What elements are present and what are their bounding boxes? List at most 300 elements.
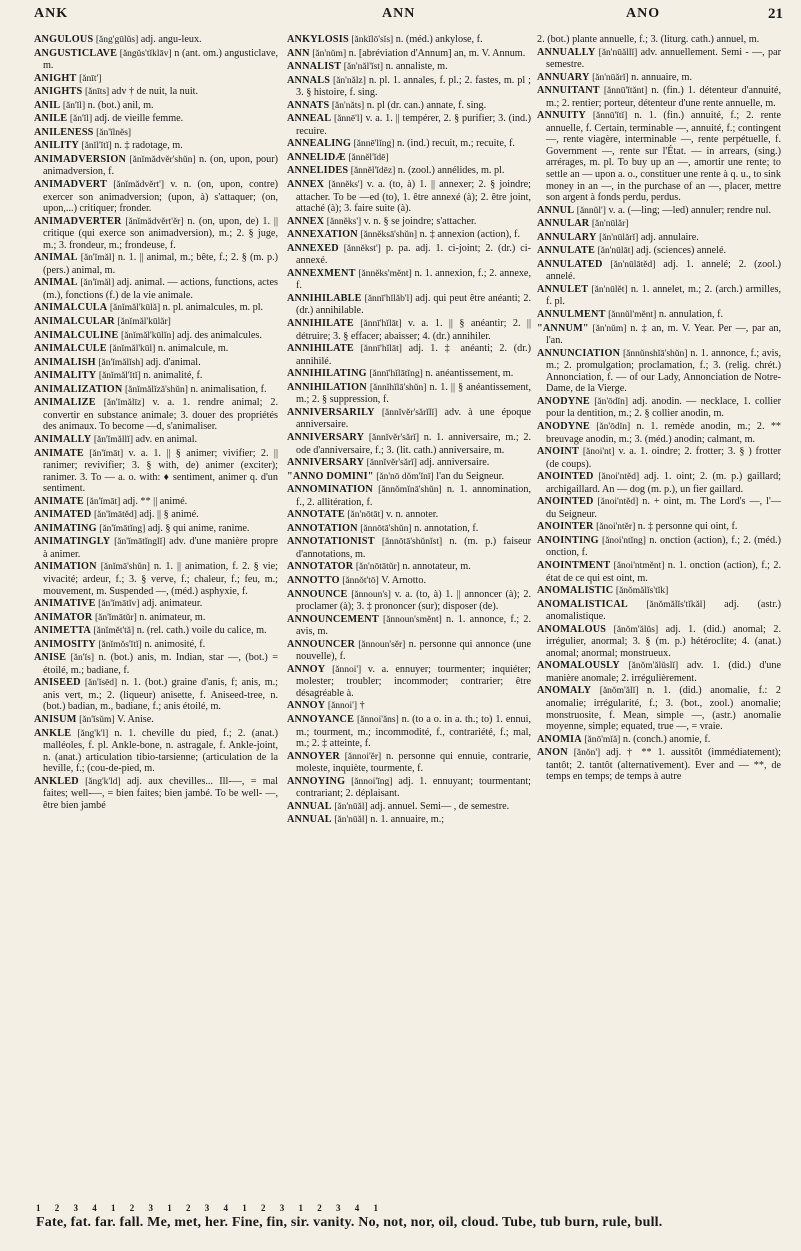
dictionary-entry xyxy=(287,48,531,61)
dictionary-entry xyxy=(34,127,278,140)
entry-headword: ANNULET xyxy=(537,283,589,295)
entry-headword: ANNOTTO xyxy=(287,574,340,586)
entry-definition: n. (ind.) recuit, m.; recuite, f. xyxy=(396,138,515,150)
entry-headword: ANNOYER xyxy=(287,750,340,762)
entry-pronunciation: [ănnī'hĭlātĭng] xyxy=(369,369,423,380)
entry-headword: ANNUL xyxy=(537,204,575,216)
dictionary-entry xyxy=(34,625,278,638)
entry-headword: ANOINTMENT xyxy=(537,559,611,571)
entry-definition: adj. 1. annelé; 2. (zool.) annelé. xyxy=(546,258,781,283)
entry-headword: ANOMIA xyxy=(537,733,582,745)
entry-pronunciation: [ănĭmăl'kūlă] xyxy=(109,303,161,314)
entry-pronunciation: [ăn'ĭmăl] xyxy=(80,278,115,289)
entry-definition: n. animalcule, m. xyxy=(157,343,229,355)
entry-headword: ANNIHILATE xyxy=(287,318,354,330)
entry-pronunciation: [ănoi'nt] xyxy=(582,447,615,458)
entry-pronunciation: [ănŏmălĭs'tĭkăl] xyxy=(646,599,706,610)
dictionary-entry xyxy=(287,243,531,267)
entry-headword: ANISUM xyxy=(34,713,77,725)
entry-pronunciation: [ănnĭvĕr'sărĭlĭ] xyxy=(381,407,438,418)
entry-pronunciation: [ăn'nūlāt] xyxy=(597,246,634,257)
entry-pronunciation: [ăn'ĭl] xyxy=(69,114,93,125)
dictionary-entry xyxy=(34,370,278,383)
dictionary-entry xyxy=(34,154,278,178)
entry-definition: v. a. 1. rendre animal; 2. convertir en substance animale; 3. douer des propriétés des animaux. To become —d, s'animaliser. xyxy=(43,397,278,433)
entry-definition: v. a. (—ling; —led) annuler; rendre nul. xyxy=(608,204,772,216)
dictionary-entry xyxy=(287,113,531,137)
dictionary-entry xyxy=(34,776,278,812)
entry-definition: n. 1. anniversaire, m.; 2. ode d'anniversaire, f.; 3. (lit. cath.) anniversaire, m. xyxy=(296,431,531,456)
entry-definition: adj. des animalcules. xyxy=(177,329,262,341)
entry-pronunciation: [ăn'ĭmātĭnglĭ] xyxy=(114,537,166,548)
entry-definition: n. annotateur, m. xyxy=(402,561,471,573)
entry-pronunciation: [ăngŭs'tĭklāv] xyxy=(119,48,172,59)
entry-headword: ANKLE xyxy=(34,727,72,739)
entry-definition: adv. à une époque anniversaire. xyxy=(296,406,531,431)
entry-pronunciation: [ănnoun'smĕnt] xyxy=(383,614,442,625)
entry-headword: ANNOTATION xyxy=(287,522,358,534)
entry-pronunciation: [ăn'ĭmălīz] xyxy=(103,398,145,409)
dictionary-entry xyxy=(287,457,531,470)
dictionary-entry xyxy=(287,614,531,638)
entry-pronunciation: [ănŏm'ălŭslĭ] xyxy=(628,661,679,672)
entry-pronunciation: [ăn'ĭlnĕs] xyxy=(96,127,132,138)
dictionary-entry xyxy=(34,714,278,727)
dictionary-entry xyxy=(34,561,278,597)
entry-pronunciation: [ăn'ĭmātĭv] xyxy=(98,599,140,610)
entry-pronunciation: [ăn'ĭmāt] xyxy=(86,496,121,507)
entry-headword: ANNELIDÆ xyxy=(287,151,346,163)
entry-pronunciation: [ăn'nŭm] xyxy=(592,323,627,334)
entry-pronunciation: [ănnī'hĭlāt] xyxy=(360,344,402,355)
dictionary-entry xyxy=(537,471,781,495)
entry-definition: v. n. (on, upon, contre) exercer son animadversion; (upon, à) s'attaquer; (on, upon,...) critiquer; fronder. xyxy=(43,179,278,215)
entry-pronunciation: [ăn'nūlĕt] xyxy=(591,284,628,295)
entry-pronunciation: [ăng'gūlŭs] xyxy=(95,35,139,45)
dictionary-entry xyxy=(287,343,531,367)
entry-definition: n. (fin.) 1. détenteur d'annuité, m.; 2. rentier; porteur, détenteur d'une rente annuelle, m. xyxy=(546,85,781,109)
key-numbers: 1 2 3 4 1 2 3 1 2 3 4 1 2 3 1 2 3 4 1 xyxy=(36,1203,384,1213)
entry-pronunciation: [ănnoi'] xyxy=(327,701,358,712)
dictionary-entry xyxy=(287,575,531,588)
entry-headword: ANOINTED xyxy=(537,471,594,483)
entry-definition: v. a. (to, à) 1. || annexer; 2. § joindre; attacher. To be —ed (to), 1. être annexé (à); 2. être joint, attaché (à); 3. faire suite (à). xyxy=(296,179,531,215)
dictionary-entry xyxy=(537,218,781,231)
entry-definition: n. (to a o. in a. th.; to) 1. ennui, m.; tourment, m.; incommodité, f., contrariété, f.; mal, m.; 2. ‡ atteinte, f. xyxy=(296,713,531,750)
entry-pronunciation: [ăn'nōtāt] xyxy=(347,510,384,521)
dictionary-entry xyxy=(34,728,278,775)
entry-definition: n. annuaire, m. xyxy=(631,71,692,83)
dictionary-entry xyxy=(34,639,278,652)
entry-pronunciation: [ănĭmā'shŭn] xyxy=(100,562,150,573)
entry-definition: n. 1. remède anodin, m.; 2. ** breuvage anodin, m.; 3. (méd.) anodin; calmant, m. xyxy=(546,420,781,445)
entry-pronunciation: [ănnĕl'ĭdēz] xyxy=(350,166,396,177)
entry-pronunciation: [ăn'ĭmălĭsh] xyxy=(98,357,144,368)
entry-definition: n. personne qui ennuie, contrarie, moleste, inquiète, tourmente, f. xyxy=(296,750,531,775)
entry-pronunciation: [ăn'nălz] xyxy=(333,75,366,86)
dictionary-entry xyxy=(287,700,531,713)
entry-pronunciation: [ăn'ĭsēd] xyxy=(84,678,118,689)
entry-pronunciation: [ănĭmăl'kūl] xyxy=(109,344,156,355)
dictionary-entry xyxy=(287,179,531,215)
entry-headword: ANIMADVERT xyxy=(34,179,107,191)
entry-headword: ANNULATED xyxy=(537,258,603,270)
entry-pronunciation: [ănnĕks'] xyxy=(328,180,363,191)
dictionary-entry xyxy=(34,316,278,329)
entry-headword: "ANNO DOMINI" xyxy=(287,470,374,482)
entry-definition: n. 1. onction (action), f.; 2. état de ce qui est oint, m. xyxy=(546,559,781,584)
entry-headword: ANNULATE xyxy=(537,245,596,257)
dictionary-entry xyxy=(287,814,531,827)
dictionary-entry xyxy=(537,34,781,46)
dictionary-entry xyxy=(287,293,531,317)
entry-pronunciation: [ăn'ĭmăllĭ] xyxy=(93,434,133,445)
dictionary-entry xyxy=(537,535,781,559)
entry-definition: n. (on, upon, de) 1. || critique (qui exerce son animadversion), m.; 2. § juge, m.; 3. frondeur, m.; frondeuse, f. xyxy=(43,215,278,251)
entry-pronunciation: [ăn'nūlātĕd] xyxy=(610,259,656,270)
entry-pronunciation: [ănnoi'] xyxy=(332,664,362,675)
dictionary-entry xyxy=(34,496,278,509)
entry-headword: ANNEX xyxy=(287,179,325,191)
entry-headword: ANISE xyxy=(34,652,67,664)
dictionary-entry xyxy=(287,536,531,560)
entry-definition: adj. (sciences) annelé. xyxy=(636,245,727,257)
entry-headword: ANNEAL xyxy=(287,113,332,125)
dictionary-entry xyxy=(34,448,278,495)
dictionary-entry xyxy=(34,509,278,522)
dictionary-entry xyxy=(537,421,781,445)
entry-pronunciation: [ăn'nūăl] xyxy=(334,801,368,812)
entry-pronunciation: [ănō'mĭă] xyxy=(584,734,621,745)
dictionary-entry xyxy=(287,152,531,165)
dictionary-entry xyxy=(287,318,531,342)
entry-headword: ANIMALCULE xyxy=(34,343,107,355)
entry-pronunciation: [ănĭmădvĕrt'ĕr] xyxy=(125,216,184,227)
dictionary-entry xyxy=(537,446,781,470)
entry-headword: ANNEXMENT xyxy=(287,267,356,279)
entry-pronunciation: [ănnĕksā'shŭn] xyxy=(360,230,418,241)
entry-headword: ANOINTING xyxy=(537,534,599,546)
dictionary-entry xyxy=(34,252,278,276)
entry-pronunciation: [ănnoi'ăns] xyxy=(356,714,399,725)
dictionary-entry xyxy=(537,396,781,420)
page-header xyxy=(0,0,801,30)
entry-headword: ANIMAL xyxy=(34,277,78,289)
entry-pronunciation: [ănnĕks'] xyxy=(326,216,362,227)
entry-definition: n. (méd.) ankylose, f. xyxy=(395,34,483,45)
dictionary-entry xyxy=(287,714,531,750)
column-1 xyxy=(34,34,278,1192)
entry-definition: n. 1. annomination, f., 2. allitération, f. xyxy=(296,484,531,508)
entry-headword: ANNEX xyxy=(287,215,325,227)
entry-definition: l'an du Seigneur. xyxy=(436,470,505,482)
entry-definition: adj. angu-leux. xyxy=(140,34,202,45)
entry-definition: adv. 1. (did.) d'une manière anomale; 2. irrégulièrement. xyxy=(546,660,781,684)
entry-definition: adj. ** || animé. xyxy=(122,495,188,507)
entry-pronunciation: [ănnŏt'tō] xyxy=(342,575,379,586)
entry-pronunciation: [ăn'năl'ĭst] xyxy=(343,62,384,73)
dictionary-entry xyxy=(537,259,781,283)
entry-headword: ANNOUNCEMENT xyxy=(287,613,379,625)
entry-pronunciation: [ănoi'ntĕr] xyxy=(596,522,636,533)
dictionary-entry xyxy=(537,747,781,783)
entry-definition: n. animateur, m. xyxy=(139,611,206,623)
entry-headword: ANIMOSITY xyxy=(34,638,96,650)
entry-pronunciation: [ănnŏmĭnā'shŭn] xyxy=(378,485,442,496)
entry-pronunciation: [ăn'ĭmātĕd] xyxy=(94,510,137,521)
entry-definition: adv. annuellement. Semi - —, par semestre. xyxy=(546,46,781,71)
entry-headword: ANNELIDES xyxy=(287,165,349,177)
entry-pronunciation: [ăn'nūlărĭ] xyxy=(599,232,639,243)
entry-pronunciation: [ănŏmălĭs'tĭk] xyxy=(615,586,669,597)
entry-headword: ANNALIST xyxy=(287,61,342,73)
entry-definition: n. animalité, f. xyxy=(143,370,203,382)
entry-headword: ANNUALLY xyxy=(537,46,596,58)
entry-pronunciation: [ănŏn'] xyxy=(573,748,601,759)
entry-headword: ANIMALCULAR xyxy=(34,316,115,328)
dictionary-entry xyxy=(287,75,531,99)
entry-pronunciation: [ănŏm'ălĭ] xyxy=(599,686,639,697)
entry-headword: ANIMAL xyxy=(34,252,78,264)
entry-definition: † xyxy=(359,700,365,712)
entry-headword: ANKLED xyxy=(34,775,79,787)
entry-pronunciation: [ăn'nūărĭ] xyxy=(592,72,629,83)
entry-pronunciation: [ănnī'hĭlăb'l] xyxy=(364,293,413,304)
entry-pronunciation: [ănĭmălĭză'shŭn] xyxy=(125,384,188,395)
entry-pronunciation: [ănnŭl'] xyxy=(576,205,606,216)
dictionary-entry xyxy=(287,523,531,536)
dictionary-entry xyxy=(537,309,781,322)
entry-definition: adj. annulaire. xyxy=(640,231,699,243)
dictionary-entry xyxy=(34,140,278,153)
entry-pronunciation: [ăn'nūăl] xyxy=(334,815,368,826)
entry-headword: ANNOYANCE xyxy=(287,713,355,725)
entry-headword: ANNOMINATION xyxy=(287,484,373,496)
entry-definition: adv † de nuit, la nuit. xyxy=(111,86,199,98)
dictionary-entry xyxy=(537,85,781,109)
dictionary-entry xyxy=(287,776,531,800)
entry-headword: ANNOYING xyxy=(287,775,346,787)
key-words: Fate, fat. far. fall. Me, met, her. Fine, fin, sir. vanity. No, not, nor, oil, cloud. Tube, tub burn, rule, bull. xyxy=(36,1215,663,1230)
entry-definition: n. pl. 1. annales, f. pl.; 2. fastes, m. pl ; 3. § histoire, f. sing. xyxy=(296,74,531,99)
entry-pronunciation: [ănĭmăl'ĭtĭ] xyxy=(98,371,141,382)
entry-headword: ANODYNE xyxy=(537,420,590,432)
entry-definition: adj. † ** 1. aussitôt (immédiatement); tantôt; 2. tantôt (alternativement). Ever and — **, de temps en temps; de temps à autre xyxy=(546,747,781,783)
dictionary-entry xyxy=(287,664,531,700)
dictionary-entry xyxy=(537,496,781,520)
entry-pronunciation: [ăn'ĭmātŭr] xyxy=(94,612,137,623)
entry-pronunciation: [ăn'nūăllĭ] xyxy=(598,47,638,58)
entry-pronunciation: [ănoi'ntĕd] xyxy=(598,472,640,483)
entry-definition: n. (rel. cath.) voile du calice, m. xyxy=(136,625,267,637)
dictionary-entry xyxy=(34,216,278,252)
entry-definition: n. 1. (did.) anomalie, f.: 2 anomalie; irrégularité, f.; 3. (bot., zool.) anomalie; monstruosite, f. Mean, simple —, (astr.) anomalie moyenne, simple; equated, true —, = vraie. xyxy=(546,685,781,733)
dictionary-entry xyxy=(34,73,278,86)
dictionary-entry xyxy=(34,302,278,315)
entry-definition: n. ‡ an, m. V. Year. Per —, par an, l'an. xyxy=(546,322,781,347)
entry-headword: ANIMATION xyxy=(34,561,97,573)
dictionary-entry xyxy=(537,232,781,245)
entry-definition: n. 1. annexion, f.; 2. annexe, f. xyxy=(296,267,531,292)
dictionary-entry xyxy=(34,384,278,397)
entry-definition: n. 1. annonce, f.; avis, m.; 2. promulgation; proclamation, f.; 3. (relig. chrét.) Annonciation, f. — of our Lady, Annonciation de Notre-Dame, de la Vierge. xyxy=(546,347,781,395)
entry-headword: ANNUARY xyxy=(537,71,590,83)
entry-pronunciation: [ănīt'] xyxy=(79,73,102,84)
entry-headword: ANNOTATIONIST xyxy=(287,536,375,548)
entry-definition: n. animalisation, f. xyxy=(190,383,267,395)
entry-pronunciation: [ănnōtā'shŭn] xyxy=(360,523,412,534)
pronunciation-key xyxy=(0,1203,801,1247)
dictionary-entry xyxy=(287,61,531,74)
entry-pronunciation: [ăn'năts] xyxy=(331,100,365,111)
entry-headword: ANNUITANT xyxy=(537,85,600,97)
entry-definition: n. annulation, f. xyxy=(658,309,724,321)
dictionary-entry xyxy=(34,652,278,676)
dictionary-entry xyxy=(287,407,531,431)
entry-headword: ANNIHILATION xyxy=(287,381,367,393)
entry-pronunciation: [ănĭmădvĕrt'] xyxy=(113,180,165,191)
entry-headword: ANIMATIVE xyxy=(34,598,96,610)
entry-definition: n. 1. || animal, m.; bête, f.; 2. § (m. p.) (pers.) animal, m. xyxy=(43,252,278,276)
dictionary-entry xyxy=(287,34,531,47)
entry-headword: ANODYNE xyxy=(537,395,590,407)
entry-pronunciation: [ăn'nō dŏm'ĭnī] xyxy=(376,471,434,482)
entry-pronunciation: [ănnōtā'shŭnĭst] xyxy=(381,537,443,548)
entry-headword: ANNEALING xyxy=(287,138,352,150)
entry-headword: ANNOTATE xyxy=(287,509,345,521)
entry-definition: v. a. 1. || tempérer, 2. § purifier; 3. (ind.) recuire. xyxy=(296,113,531,137)
dictionary-entry xyxy=(287,484,531,508)
dictionary-entry xyxy=(287,589,531,613)
entry-headword: ANOMALISTICAL xyxy=(537,598,628,610)
entry-headword: ANIMATE xyxy=(34,447,84,459)
entry-definition: adj. de vieille femme. xyxy=(94,113,184,125)
entry-definition: V. Arnotto. xyxy=(381,574,427,586)
entry-headword: ANIMATE xyxy=(34,495,84,507)
entry-definition: n. (on, upon, pour) animadversion, f. xyxy=(43,153,278,178)
entry-definition: adj. (astr.) anomalistique. xyxy=(546,598,781,623)
dictionary-entry xyxy=(34,598,278,611)
entry-pronunciation: [ănnoun's] xyxy=(351,589,391,600)
entry-definition: n. (bot.) anis, m. Indian, star —, (bot.) = étoilé, m.; badiane, f. xyxy=(43,652,278,676)
entry-pronunciation: [ănnī'hĭlāt] xyxy=(360,319,402,330)
entry-definition: adj. annuel. Semi— , de semestre. xyxy=(370,800,510,812)
dictionary-entry xyxy=(287,639,531,663)
entry-definition: n. ‡ annexion (action), f. xyxy=(419,229,520,241)
entry-headword: ANIL xyxy=(34,99,61,111)
entry-headword: ANIMATING xyxy=(34,522,97,534)
entry-headword: ANIMALIZE xyxy=(34,397,96,409)
entry-pronunciation: [ănĭl'ĭtĭ] xyxy=(81,141,112,152)
entry-headword: ANIMATINGLY xyxy=(34,536,111,548)
entry-definition: n. 1. || animation, f. 2. § vie; vivacité; ardeur, f.; 3. § verve, f.; chaleur, f.; feu, m.; mouvement, m. Suspended —, (méd.) asphyxie, f. xyxy=(43,561,278,597)
entry-headword: ANNIHILABLE xyxy=(287,292,362,304)
entry-definition: adv. d'une manière propre à animer. xyxy=(43,536,278,560)
entry-definition: n. 1. cheville du pied, f.; 2. (anat.) malléoles, f. pl. Ankle-bone, n. astragale, f. Ankle-joint, n. (anat.) articulation tibio-tarsienne; (articulation de la heville, f.; (cou-de-pied, m. xyxy=(43,727,278,775)
entry-headword: ANGULOUS xyxy=(34,34,94,45)
entry-headword: ANIMATED xyxy=(34,509,92,521)
entry-definition: adj. animal. — actions, functions, actes (m.), fonctions (f.) de la vie animale. xyxy=(43,277,278,301)
dictionary-entry xyxy=(287,138,531,151)
dictionary-entry xyxy=(287,561,531,574)
entry-headword: ANIMALIZATION xyxy=(34,383,123,395)
dictionary-entry xyxy=(34,179,278,215)
entry-definition: n. (bot.) anil, m. xyxy=(87,99,154,111)
dictionary-entry xyxy=(287,368,531,381)
entry-definition: adj. d'animal. xyxy=(145,356,201,368)
entry-headword: ANNALS xyxy=(287,74,331,86)
entry-pronunciation: [ănnĭhĭlā'shŭn] xyxy=(369,382,427,393)
entry-headword: ANOINTER xyxy=(537,521,594,533)
entry-definition: n. [abréviation d'Annum] an, m. V. Annum. xyxy=(348,47,526,59)
entry-pronunciation: [ăn'nŭm] xyxy=(312,48,347,59)
entry-pronunciation: [ănoi'ntĭng] xyxy=(602,535,646,546)
entry-headword: ANNOY xyxy=(287,700,326,712)
entry-definition: n. ‡ personne qui oint, f. xyxy=(637,521,738,533)
entry-definition: adj. 1. oint; 2. (m. p.) gaillard; archigaillard. An — dog (m. p.), un fier gaillard. xyxy=(546,471,781,495)
dictionary-entry xyxy=(287,432,531,456)
entry-pronunciation: [ănnĕkst'] xyxy=(343,243,381,254)
dictionary-entry xyxy=(537,734,781,747)
dictionary-entry xyxy=(537,245,781,258)
entry-headword: ANOMALISTIC xyxy=(537,585,614,597)
entry-pronunciation: [ănnoi'ĭng] xyxy=(351,776,393,787)
entry-definition: v. a. 1. || § animer; vivifier; 2. || ranimer; revivifier; 3. § with, de) animer (exciter); ranimer. 3. To — a. o. with: ♦ sentiment, animer q. d'un sentiment. xyxy=(43,447,278,495)
entry-pronunciation: [ăn'nōtātŭr] xyxy=(355,562,400,573)
entry-headword: ANNOTATOR xyxy=(287,561,354,573)
dictionary-entry xyxy=(537,660,781,684)
entry-headword: ANNOUNCER xyxy=(287,638,356,650)
dictionary-entry xyxy=(537,599,781,623)
entry-definition: n. pl. animalcules, m. pl. xyxy=(162,302,264,314)
entry-definition: v. a. ennuyer; tourmenter; inquiéter; molester; troubler; incommoder; contrarier; être désagréable à. xyxy=(296,663,531,699)
entry-pronunciation: [ăn'ōdĭn] xyxy=(594,396,629,407)
entry-definition: adj. 1. (did.) anomal; 2. irrégulier, anormal; 3. § (m. p.) hétéroclite; 4. (anat.) anomal; anormal; monstrueux. xyxy=(546,623,781,659)
entry-pronunciation: [ănnē'l] xyxy=(334,114,363,125)
entry-headword: ANON xyxy=(537,747,568,759)
entry-headword: ANNUAL xyxy=(287,800,332,812)
entry-headword: ANIMALLY xyxy=(34,433,92,445)
entry-definition: adj. qui peut être anéanti; 2. (dr.) annihilable. xyxy=(296,292,531,317)
entry-pronunciation: [ănĭmăl'kūlĭn] xyxy=(121,330,175,341)
entry-definition: V. Anise. xyxy=(116,713,154,725)
dictionary-entry xyxy=(34,34,278,47)
dictionary-entry xyxy=(287,268,531,292)
dictionary-entry xyxy=(287,216,531,229)
entry-definition: n. 1. (fin.) annuité, f.; 2. rente annuelle, f. Certain, terminable —, annuité, f.; contingent —, rente viagère, interminable —, rente perpétuelle, f. Government —, rente sur l'État. — in arrears, (sing.) arrérages, m. pl. To buy up an —, amortir une rente; to settle an — upon a. o., constituer une rente à q. u., to sink money in an —, in the purchase of an —, placer, mettre son argent à fonds perdu, perdus. xyxy=(546,110,781,204)
dictionary-entry xyxy=(537,47,781,71)
entry-definition: p. pa. adj. 1. ci-joint; 2. (dr.) ci-annexé. xyxy=(296,242,531,267)
entry-definition: n. animosité, f. xyxy=(144,638,206,650)
entry-definition: n. 1. annuaire, m.; xyxy=(370,814,445,826)
entry-pronunciation: [ănĭmăl'kūlăr] xyxy=(117,317,171,328)
entry-definition: n. 1. annonce, f.; 2. avis, m. xyxy=(296,613,531,638)
entry-definition: adj. anniversaire. xyxy=(419,457,490,469)
dictionary-entry xyxy=(537,585,781,598)
entry-headword: ANNOUNCE xyxy=(287,588,348,600)
entry-pronunciation: [ănīts] xyxy=(84,87,110,98)
entry-pronunciation: [ănnŭnshĭā'shŭn] xyxy=(622,348,688,359)
entry-headword: "ANNUM" xyxy=(537,322,589,334)
entry-pronunciation: [ănnē'lĭng] xyxy=(353,139,395,150)
entry-pronunciation: [ănĭmĕt'tă] xyxy=(93,626,135,637)
page-number: 21 xyxy=(768,6,783,22)
entry-definition: n. personne qui annonce (une nouvelle), f. xyxy=(296,638,531,663)
entry-headword: ANOINTED xyxy=(537,496,594,508)
entry-definition: adj. 1. ennuyant; tourmentant; contrariant; 2. déplaisant. xyxy=(296,775,531,800)
entry-definition: n (ant. om.) angusticlave, m. xyxy=(43,47,278,72)
dictionary-entry xyxy=(537,323,781,347)
